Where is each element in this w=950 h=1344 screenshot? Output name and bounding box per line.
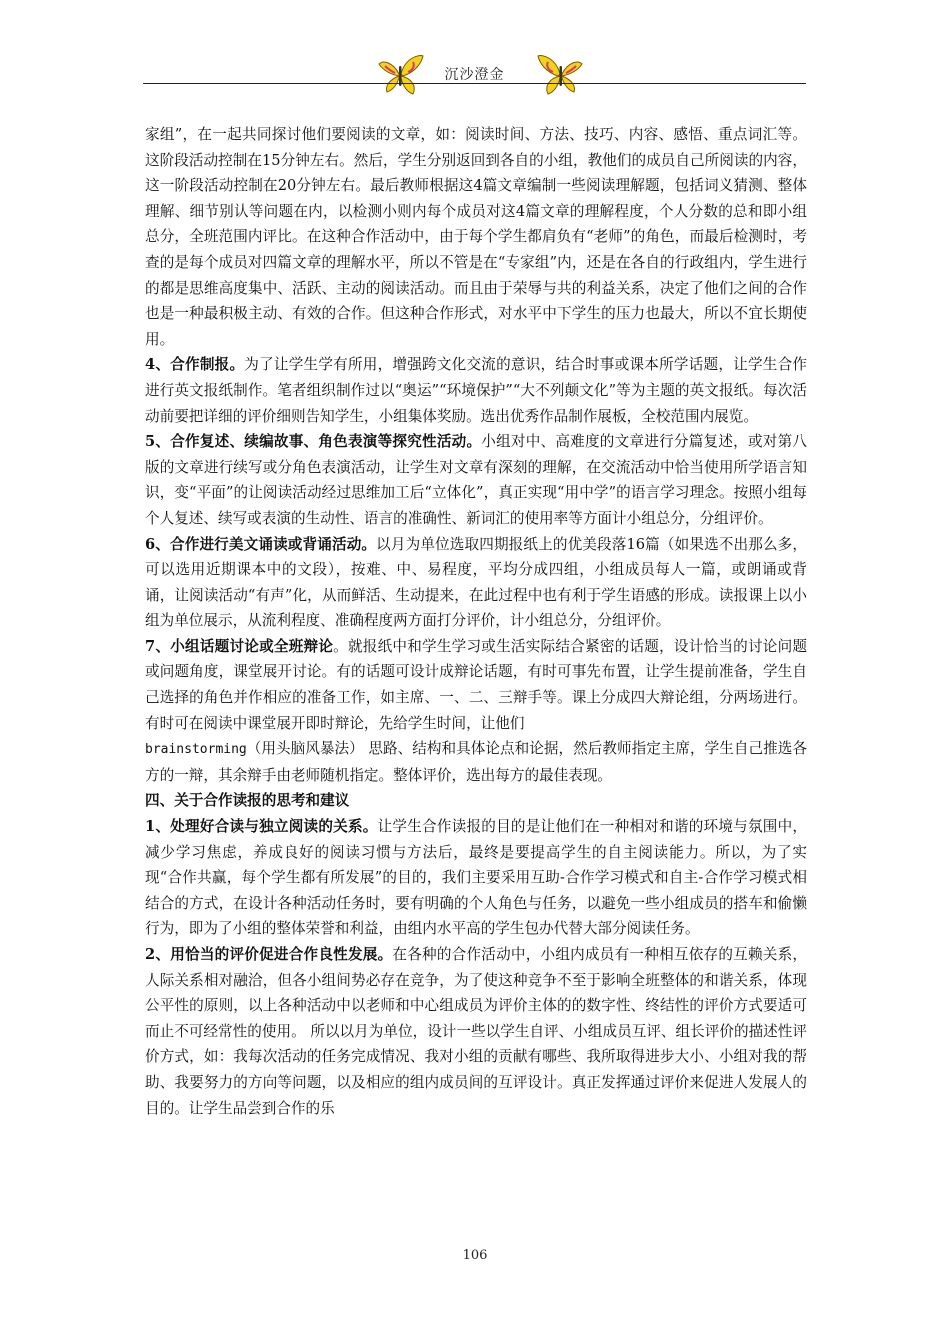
body-text [145,122,807,1121]
paragraph [145,814,807,942]
paragraph-text: 为了让学生学有所用，增强跨文化交流的意识，结合时事或课本所学话题，让学生合作进行英文报纸制作。笔者组织制作过以“奥运”“环境保护”“大不列颠文化”等为主题的英文报纸。每次活动前要把详细的评价细则告知学生，小组集体奖励。选出优秀作品制作展板，全校范围内展览。 [145,356,807,425]
paragraph-text: 以月为单位选取四期报纸上的优美段落16篇（如果选不出那么多，可以选用近期课本中的文段），按难、中、易程度，平均分成四组，小组成员每人一篇，或朗诵或背诵，让阅读活动“有声”化，从而鲜活、生动提来，在此过程中也有利于学生语感的形成。读报课上以小组为单位展示，从流利程度、准确程度两方面打分评价，计小组总分，分组评价。 [145,535,808,630]
paragraph-text: 家组”，在一起共同探讨他们要阅读的文章，如：阅读时间、方法、技巧、内容、感悟、重点词汇等。这阶段活动控制在15分钟左右。然后，学生分别返回到各自的小组，教他们的成员自己所阅读的内容，这一阶段活动控制在20分钟左右。最后教师根据这4篇文章编制一些阅读理解题，包括词义猜测、整体理解、细节别认等问题在内，以检测小则内每个成员对这4篇文章的理解程度，个人分数的总和即小组总分，全班范围内评比。在这种合作活动中，由于每个学生都肩负有“老师”的角色，而最后检测时，考查的是每个成员对四篇文章的理解水平，所以不管是在“专家组”内，还是在各自的行政组内，学生进行的都是思维高度集中、活跃、主动的阅读活动。而且由于荣辱与共的利益关系，决定了他们之间的合作也是一种最积极主动、有效的合作。但这种合作形式，对水平中下学生的压力也最大，所以不宜长期使用。 [145,126,807,348]
paragraph [145,429,807,531]
paragraph-text: 让学生合作读报的目的是让他们在一种相对和谐的环境与氛围中，减少学习焦虑，养成良好的阅读习惯与方法后，最终是要提高学生的自主阅读能力。所以，为了实现“合作共赢，每个学生都有所发展”的目的，我们主要采用互助-合作学习模式和自主-合作学习模式相结合的方式，在设计各种活动任务时，要有明确的个人角色与任务，以避免一些小组成员的搭车和偷懒行为，即为了小组的整体荣誉和利益，由组内水平高的学生包办代替大部分阅读任务。 [145,818,807,938]
paragraph-heading: 5、合作复述、续编故事、角色表演等探究性活动。 [145,433,482,451]
header-rule [143,83,806,84]
header-title: 沉沙澄金 [444,67,505,83]
paragraph [145,532,807,634]
paragraph-heading: 1、处理好合读与独立阅读的关系。 [145,818,378,836]
paragraph [145,634,807,789]
paragraph-heading: 4、合作制报。 [145,356,245,374]
paragraph-text: 在各种的合作活动中，小组内成员有一种相互依存的互赖关系，人际关系相对融洽，但各小组间势必存在竞争，为了使这种竞争不至于影响全班整体的和谐关系，体现公平性的原则，以上各种活动中以老师和中心组成员为评价主体的的数字性、终结性的评价方式要适可而止不可经常性的使用。 所以以月为单位，设计一些以学生自评、小组成员互评、组长评价的描述性评价方式，如：我每次活动的任务完成情况、我对小组的贡献有哪些、我所取得进步大小、小组对我的帮助、我要努力的方向等问题，以及相应的组内成员间的互评设计。真正发挥通过评价来促进人发展人的目的。让学生品尝到合作的乐 [145,946,807,1117]
page-header [143,52,806,112]
paragraph-text: 。就报纸中和学生学习或生活实际结合紧密的话题，设计恰当的讨论问题或问题角度，课堂展开讨论。有的话题可设计成辩论话题，有时可事先布置，让学生提前准备，学生自己选择的角色并作相应的准备工作，如主席、一、二、三辩手等。课上分成四大辩论组，分两场进行。有时可在阅读中课堂展开即时辩论，先给学生时间，让他们 [145,637,807,732]
paragraph [145,352,807,429]
page-number: 106 [462,1248,488,1263]
paragraph-text: （用头脑风暴法） 思路、结构和具体论点和论据，然后教师指定主席，学生自己推选各方的一辩，其余辩手由老师随机指定。整体评价，选出每方的最佳表现。 [145,740,807,784]
section-heading [145,788,807,814]
section-heading-text: 四、关于合作读报的思考和建议 [145,792,350,810]
paragraph [145,122,807,352]
paragraph [145,942,807,1121]
paragraph-heading: 7、小组话题讨论或全班辩论 [145,637,334,655]
paragraph-heading: 6、合作进行美文诵读或背诵活动。 [145,535,377,553]
paragraph-heading: 2、用恰当的评价促进合作良性发展。 [145,946,393,963]
paragraph-text: 小组对中、高难度的文章进行分篇复述，或对第八版的文章进行续写或分角色表演活动，让学生对文章有深刻的理解，在交流活动中恰当使用所学语言知识，变“平面”的让阅读活动经过思维加工后“立体化”，真正实现“用中学”的语言学习理念。按照小组每个人复述、续写或表演的生动性、语言的准确性、新词汇的使用率等方面计小组总分，分组评价。 [145,433,807,527]
paragraph-term: brainstorming [145,742,247,758]
